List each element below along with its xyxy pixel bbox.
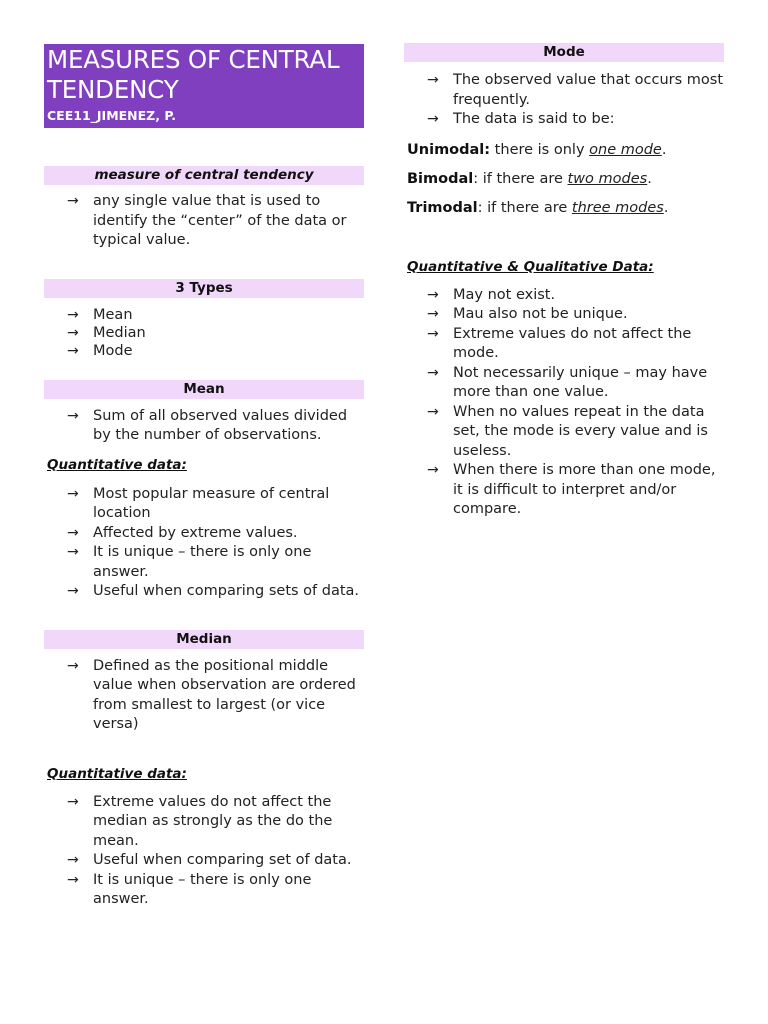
page-title-line-2: TENDENCY <box>47 75 179 104</box>
arrow-icon: → <box>427 286 439 303</box>
list-item: → When there is more than one mode, it is difficult to interpret and/or compare. <box>427 462 716 517</box>
list-item: → Sum of all observed values divided by the number of observations. <box>67 407 348 443</box>
arrow-icon: → <box>427 462 439 478</box>
mean-heading: Mean <box>44 380 364 399</box>
unimodal-term: one mode <box>589 141 662 158</box>
arrow-icon: → <box>67 871 79 888</box>
arrow-icon: → <box>67 524 79 541</box>
list-item: → It is unique – there is only one answer. <box>67 871 312 907</box>
list-item: → Extreme values do not affect the median as strongly as the do the mean. <box>67 793 333 849</box>
arrow-icon: → <box>427 306 439 322</box>
bimodal-label: Bimodal <box>407 170 474 187</box>
left-column <box>44 44 364 910</box>
right-column <box>404 43 724 520</box>
bimodal-line: Bimodal: if there are two modes. <box>407 170 652 187</box>
list-item: → The data is said to be: <box>404 110 724 130</box>
definition-heading: measure of central tendency <box>44 166 364 185</box>
median-list <box>44 657 364 735</box>
list-item: → Defined as the positional middle value when observation are ordered from smallest to largest (or vice versa) <box>67 657 356 732</box>
arrow-icon: → <box>427 111 439 127</box>
list-item: → Mode <box>67 342 133 359</box>
list-item: → any single value that is used to identify the “center” of the data or typical value. <box>67 193 347 248</box>
list-item: → Affected by extreme values. <box>44 524 364 544</box>
list-item: → Most popular measure of central location <box>67 485 330 521</box>
bimodal-term: two modes <box>567 170 648 187</box>
qq-heading: Quantitative & Qualitative Data: <box>407 258 654 275</box>
arrow-icon: → <box>67 544 79 560</box>
types-list <box>44 306 364 360</box>
median-quantitative-list <box>44 793 364 910</box>
median-quantitative-heading: Quantitative data: <box>47 765 187 782</box>
arrow-icon: → <box>427 364 439 381</box>
arrow-icon: → <box>427 72 439 88</box>
unimodal-label: Unimodal: <box>407 141 491 158</box>
arrow-icon: → <box>67 583 79 599</box>
types-heading: 3 Types <box>44 279 364 298</box>
arrow-icon: → <box>67 324 79 341</box>
trimodal-label: Trimodal <box>407 199 478 216</box>
arrow-icon: → <box>67 306 79 323</box>
definition-list <box>44 192 364 251</box>
mode-heading: Mode <box>404 43 724 62</box>
arrow-icon: → <box>67 193 79 209</box>
arrow-icon: → <box>427 403 439 420</box>
list-item: → Extreme values do not affect the mode. <box>427 325 692 361</box>
list-item: → May not exist. <box>404 286 724 306</box>
arrow-icon: → <box>67 407 79 424</box>
trimodal-line: Trimodal: if there are three modes. <box>407 199 669 216</box>
arrow-icon: → <box>427 325 439 342</box>
mode-list <box>404 71 724 130</box>
mean-list <box>44 407 364 446</box>
arrow-icon: → <box>67 852 79 868</box>
list-item: → When no values repeat in the data set, the mode is every value and is useless. <box>427 403 708 459</box>
arrow-icon: → <box>67 485 79 502</box>
arrow-icon: → <box>67 342 79 359</box>
arrow-icon: → <box>67 657 79 674</box>
list-item: → Not necessarily unique – may have more than one value. <box>427 364 708 400</box>
qq-list <box>404 286 724 520</box>
page-title-line-1: MEASURES OF CENTRAL <box>47 45 340 74</box>
arrow-icon: → <box>67 793 79 810</box>
median-heading: Median <box>44 630 364 649</box>
list-item: → Median <box>67 324 146 341</box>
unimodal-line: Unimodal: there is only one mode. <box>407 141 667 158</box>
mean-quantitative-heading: Quantitative data: <box>47 456 187 473</box>
list-item: → Useful when comparing set of data. <box>44 851 364 871</box>
page-subtitle: CEE11_JIMENEZ, P. <box>47 108 176 123</box>
title-block <box>44 44 364 128</box>
list-item: → It is unique – there is only one answer. <box>67 544 312 580</box>
mean-quantitative-list <box>44 485 364 602</box>
trimodal-term: three modes <box>571 199 664 216</box>
list-item: → The observed value that occurs most frequently. <box>427 72 724 108</box>
list-item: → Mean <box>67 306 133 323</box>
list-item: → Useful when comparing sets of data. <box>44 582 364 602</box>
list-item: → Mau also not be unique. <box>404 305 724 325</box>
